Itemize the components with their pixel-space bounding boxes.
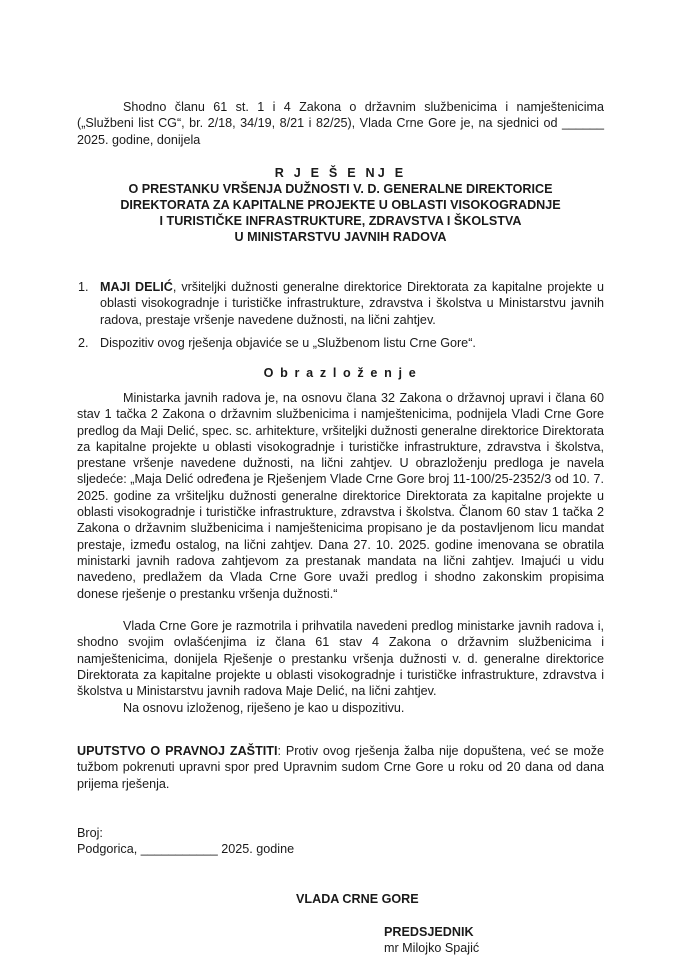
legal-notice <box>77 743 604 792</box>
legal-notice-text: : Protiv ovog rješenja žalba nije dopuštena, već se može tužbom pokrenuti upravni spor pred Upravnim sudom Crne Gore u roku od 20 dana od dana prijema rješenja. <box>77 744 605 791</box>
reasoning-text: Na osnovu izloženog, riješeno je kao u dispozitivu. <box>123 701 405 715</box>
item-text: Dispozitiv ovog rješenja objaviće se u „Službenom listu Crne Gore“. <box>100 336 476 350</box>
reasoning-heading: O b r a z l o ž e n j e <box>263 366 418 380</box>
document-title-line: I TURISTIČKE INFRASTRUKTURE, ZDRAVSTVA I ŠKOLSTVA <box>159 214 522 228</box>
reasoning-text: Vlada Crne Gore je razmotrila i prihvatila navedeni predlog ministarke javnih radova i, shodno svojim ovlašćenjima iz člana 61 stav 4 Zakona o državnim službenicima i namještenicima, donijela Rješenje o prestanku vršenja dužnosti v. d. generalne direktorice Direktorata za kapitalne projekte u oblasti visokogradnje i turističke infrastrukture, zdravstva i školstva u Ministarstvu javnih radova Maje Delić, na lični zahtjev. <box>77 619 604 699</box>
item-number: 1. <box>78 280 89 294</box>
reasoning-text: Ministarka javnih radova je, na osnovu člana 32 Zakona o državnoj upravi i člana 60 stav 1 tačka 2 Zakona o državnim službenicima i namještenicima, podnijela Vladi Crne Gore predlog da Maji Delić, spec. sc. arhitekture, vršiteljki dužnosti generalne direktorice Direktorata za kapitalne projekte u oblasti visokogradnje i turističke infrastrukture, zdravstva i školstva, prestane vršenje navedene dužnosti, na lični zahtjev. U obrazloženju predloga je navela sljedeće: „Maja Delić određena je Rješenjem Vlade Crne Gore broj 11-100/25-2352/3 od 10. 7. 2025. godine za vršiteljku dužnosti generalne direktorice Direktorata za kapitalne projekte u oblasti visokogradnje i turističke infrastrukture, zdravstva i školstva. Članom 60 stav 1 tačka 2 Zakona o državnim službenicima i namještenicima propisano je da postavljenom licu mandat prestaje, između ostalog, na lični zahtjev. Dana 27. 10. 2025. godine imenovana se obratila ministarki javnih radova zahtjevom za prestanak mandata na lični zahtjev. Imajući u vidu navedeno, predlažem da Vlada Crne Gore uvaži predlog i shodno zakonskim propisima donese rješenje o prestanku vršenja dužnosti.“ <box>77 391 604 601</box>
document-number: Broj: <box>77 826 103 840</box>
reasoning-paragraph <box>77 390 604 602</box>
intro-paragraph <box>77 99 604 148</box>
item-number: 2. <box>78 336 89 350</box>
document-title-line: O PRESTANKU VRŠENJA DUŽNOSTI V. D. GENERALNE DIREKTORICE <box>128 182 553 196</box>
document-title-line: U MINISTARSTVU JAVNIH RADOVA <box>234 230 447 244</box>
reasoning-paragraph <box>77 700 604 716</box>
item-text: , vršiteljki dužnosti generalne direktorice Direktorata za kapitalne projekte u oblasti visokogradnje i turističke infrastrukture, zdravstva i školstva u Ministarstvu javnih radova, prestaje vršenje navedene dužnosti, na lični zahtjev. <box>100 280 604 327</box>
intro-text: Shodno članu 61 st. 1 i 4 Zakona o državnim službenicima i namještenicima („Službeni list CG“, br. 2/18, 34/19, 8/21 i 82/25), Vlada Crne Gore je, na sjednici od ______ 2025. godine, donijela <box>77 100 604 147</box>
item-name: MAJI DELIĆ <box>100 280 173 294</box>
dispositive-item <box>78 279 604 328</box>
issuer: VLADA CRNE GORE <box>296 892 419 906</box>
signatory-title: PREDSJEDNIK <box>384 925 474 939</box>
place-date: Podgorica, ___________ 2025. godine <box>77 842 295 856</box>
signatory-name: mr Milojko Spajić <box>384 941 480 955</box>
document-heading: R J E Š E NJ E <box>274 166 407 180</box>
document-title-line: DIREKTORATA ZA KAPITALNE PROJEKTE U OBLASTI VISOKOGRADNJE <box>120 198 561 212</box>
dispositive-item <box>78 335 604 351</box>
reasoning-paragraph <box>77 618 604 699</box>
legal-notice-label: UPUTSTVO O PRAVNOJ ZAŠTITI <box>77 744 278 758</box>
